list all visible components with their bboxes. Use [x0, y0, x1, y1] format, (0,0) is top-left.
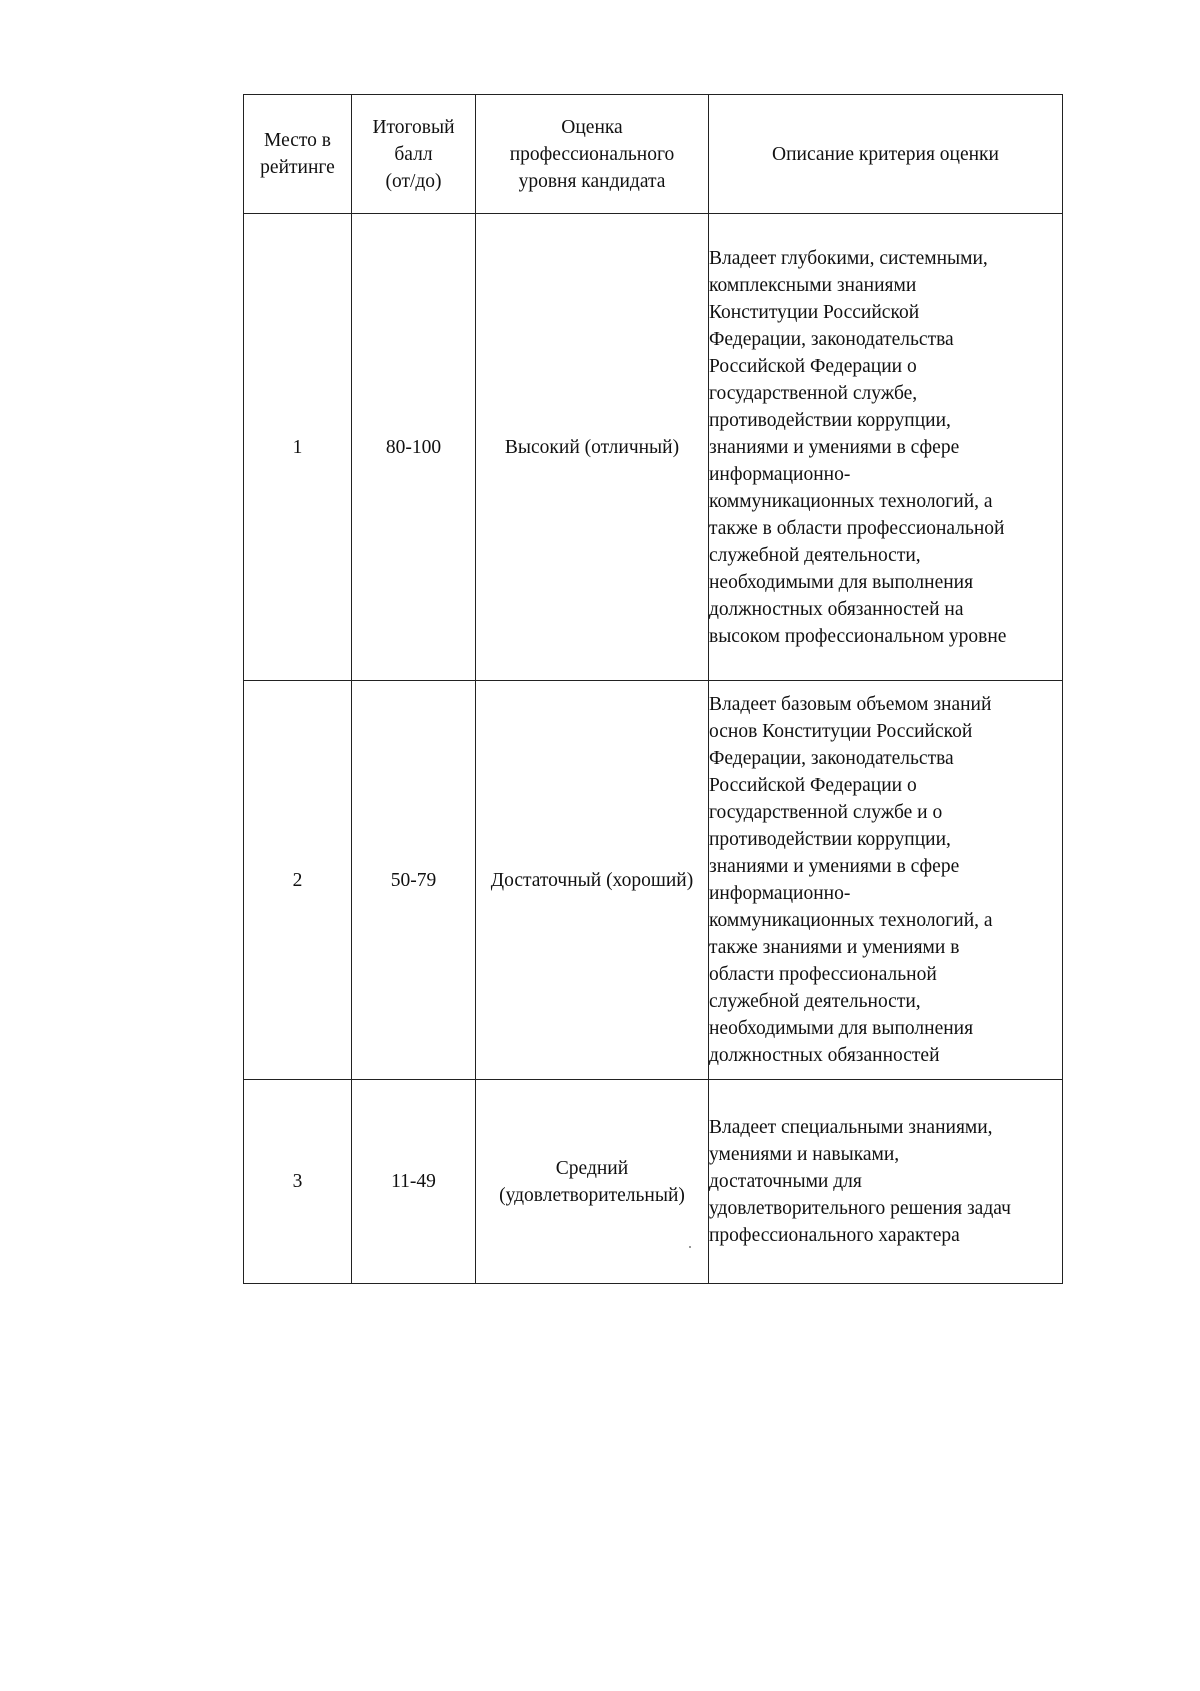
cell-score: 50-79	[352, 681, 476, 1080]
cell-grade	[476, 681, 709, 1080]
cell-grade-text: Достаточный (хороший)	[490, 869, 694, 891]
scan-speck	[689, 1246, 691, 1248]
cell-place: 1	[244, 214, 352, 681]
table-row	[244, 1080, 1063, 1284]
cell-grade	[476, 1080, 709, 1284]
rating-criteria-table	[243, 94, 1063, 1284]
header-grade-label: Оценка профессионального уровня кандидата	[509, 116, 675, 192]
header-description-label: Описание критерия оценки	[772, 143, 999, 165]
cell-description: Владеет специальными знаниями, умениями и навыками, достаточными для удовлетворительного решения задач профессионального характера	[709, 1080, 1063, 1284]
cell-place: 3	[244, 1080, 352, 1284]
cell-grade-text: Высокий (отличный)	[504, 436, 680, 458]
cell-grade	[476, 214, 709, 681]
header-score-label: Итоговый балл (от/до)	[372, 116, 455, 192]
cell-grade-text: Средний (удовлетворительный)	[499, 1157, 685, 1206]
header-place	[244, 95, 352, 214]
header-place-label: Место в рейтинге	[260, 130, 335, 178]
table-row	[244, 681, 1063, 1080]
cell-place: 2	[244, 681, 352, 1080]
header-grade	[476, 95, 709, 214]
table-row	[244, 214, 1063, 681]
header-description	[709, 95, 1063, 214]
table-header-row	[244, 95, 1063, 214]
cell-description: Владеет глубокими, системными, комплексными знаниями Конституции Российской Федерации, законодательства Российской Федерации о государственной службе, противодействии коррупции, знаниями и умениями в сфере информационно- коммуникационных технологий, а также в области профессиональной служебной деятельности, необходимыми для выполнения должностных обязанностей на высоком профессиональном уровне	[709, 214, 1063, 681]
cell-score: 80-100	[352, 214, 476, 681]
cell-description: Владеет базовым объемом знаний основ Конституции Российской Федерации, законодательства Российской Федерации о государственной службе и о противодействии коррупции, знаниями и умениями в сфере информационно- коммуникационных технологий, а также знаниями и умениями в области профессиональной служебной деятельности, необходимыми для выполнения должностных обязанностей	[709, 681, 1063, 1080]
cell-score: 11-49	[352, 1080, 476, 1284]
header-score	[352, 95, 476, 214]
